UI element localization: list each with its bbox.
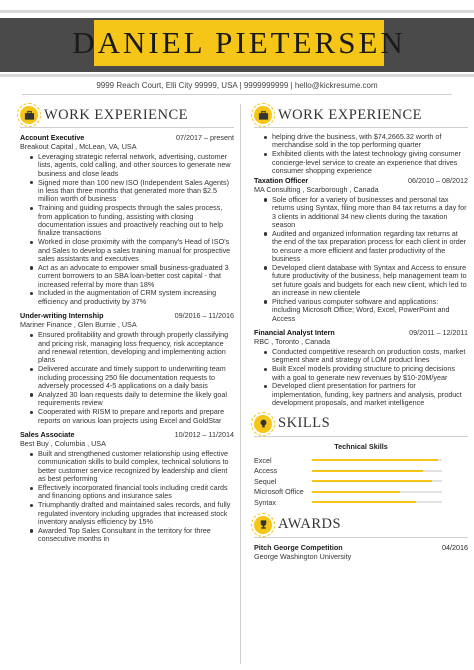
header-stripe-top bbox=[0, 10, 474, 13]
job-title: Account Executive bbox=[20, 133, 85, 142]
skill-name: Access bbox=[254, 466, 278, 476]
skill-level-fill bbox=[312, 491, 400, 493]
job-header bbox=[20, 311, 234, 320]
section-title: AWARDS bbox=[278, 516, 342, 533]
job-entry bbox=[254, 176, 468, 323]
left-column bbox=[20, 104, 234, 549]
skill-bar bbox=[312, 459, 442, 461]
bullet-item: Included in the augmentation of CRM system increasing efficiency and productivity by 37% bbox=[38, 289, 234, 306]
bullet-item: Built Excel models providing structure to pricing decisions with a goal to generate new revenues by $10-20M/year bbox=[272, 365, 468, 382]
job-date: 06/2010 – 08/2012 bbox=[408, 175, 468, 185]
job-company: RBC , Toronto , Canada bbox=[254, 337, 331, 347]
job-header bbox=[254, 176, 468, 185]
skill-bar bbox=[312, 501, 442, 503]
briefcase-icon bbox=[254, 106, 272, 124]
bullet-item: Worked in close proximity with the company's Head of ISO's and Sales to develop a sales training manual for prospective sales assistants and executives bbox=[38, 238, 234, 263]
job-entry bbox=[20, 133, 234, 306]
header-rule bbox=[22, 94, 452, 95]
bullet-item: Triumphantly drafted and maintained sales records, and fully regulated inventory including upgrades that increased stock inventory analysis efficiency by 15% bbox=[38, 501, 234, 526]
skill-bar bbox=[312, 470, 442, 472]
job-bullets bbox=[254, 348, 468, 408]
skill-row bbox=[254, 486, 468, 497]
job-bullets bbox=[20, 331, 234, 425]
briefcase-icon bbox=[20, 106, 38, 124]
bullet-item: Built and strengthened customer relationship using effective communication skills to build complex, technical solutions to better customer service recognized by leadership and client as best performing bbox=[38, 450, 234, 484]
lightbulb-icon bbox=[254, 415, 272, 433]
bullet-item: Ensured profitability and growth through properly classifying and pricing risk, managing loss frequency, risk acceptance and renewal retention, developing and implementing action plans bbox=[38, 331, 234, 365]
skill-level-fill bbox=[312, 480, 432, 482]
skill-bar bbox=[312, 480, 442, 482]
section-rule bbox=[254, 436, 468, 437]
job-title: Financial Analyst Intern bbox=[254, 328, 335, 338]
awards-heading bbox=[254, 514, 468, 536]
header-stripe-bottom bbox=[0, 74, 474, 77]
skill-name: Sequel bbox=[254, 476, 277, 486]
job-entry bbox=[20, 311, 234, 425]
section-rule bbox=[20, 127, 234, 128]
right-column bbox=[254, 104, 468, 561]
award-date: 04/2016 bbox=[442, 542, 468, 552]
job-date: 07/2017 – present bbox=[176, 133, 234, 142]
skill-row bbox=[254, 465, 468, 476]
work-experience-heading-continued bbox=[254, 104, 468, 126]
section-title: WORK EXPERIENCE bbox=[44, 106, 189, 123]
skill-name: Microsoft Office bbox=[254, 487, 304, 497]
bullet-item: Training and guiding prospects through the sales process, from application to funding, assisting with closing documentation issues and proactively reaching out to help finalize transactions bbox=[38, 204, 234, 238]
skill-level-fill bbox=[312, 501, 416, 503]
job-entry bbox=[20, 430, 234, 544]
bullet-item: Delivered accurate and timely support to underwriting team including processing 250 file documentation requests to adversely processed 4-5 applications on a daily basis bbox=[38, 365, 234, 390]
continued-bullet-list bbox=[254, 133, 468, 175]
section-rule bbox=[254, 127, 468, 128]
contact-line: 9999 Reach Court, Elli City 99999, USA | 9999999999 | hello@kickresume.com bbox=[96, 81, 378, 90]
job-date: 10/2012 – 11/2014 bbox=[174, 429, 234, 439]
job-title: Under-writing Internship bbox=[20, 311, 104, 321]
skill-level-fill bbox=[312, 459, 438, 461]
section-title: WORK EXPERIENCE bbox=[278, 106, 423, 123]
award-title: Pitch George Competition bbox=[254, 542, 343, 552]
job-company: Best Buy , Columbia , USA bbox=[20, 438, 106, 448]
skill-row bbox=[254, 455, 468, 466]
bullet-item: Cooperated with RISM to prepare and reports and prepare reports on various loan projects using Excel and GoldStar bbox=[38, 408, 234, 425]
job-header bbox=[254, 328, 468, 337]
left-job-list bbox=[20, 133, 234, 544]
award-header bbox=[254, 543, 468, 552]
name-box bbox=[72, 20, 406, 66]
section-title: SKILLS bbox=[278, 415, 331, 432]
bullet-item: Effectively incorporated financial tools including credit cards and financing options and insurance sales bbox=[38, 484, 234, 501]
job-date: 09/2016 – 11/2016 bbox=[174, 311, 234, 321]
job-bullets bbox=[254, 196, 468, 323]
bullet-item: Act as an advocate to empower small business-graduated 3 current borrowers to an SBA loan-better cost capital - that increased referral by more than 18% bbox=[38, 264, 234, 289]
bullet-item: Audited and organized information regarding tax returns at the end of the tax preparation process for each client in order to ensure a more efficient and faster productivity of the business bbox=[272, 228, 467, 264]
bullet-item: Developed client database with Syntax and Access to ensure future productivity of the business, help management team to set future goals and budgets for each new client, which led to an increase in new clientele bbox=[272, 262, 467, 298]
bullet-item: Sole officer for a variety of businesses and personal tax returns using Syntax, filing more than 84 tax returns a day for 3 clients in additional 34 new clients during the taxation season bbox=[272, 194, 467, 230]
job-date: 09/2011 – 12/2011 bbox=[409, 328, 468, 338]
bullet-item: helping drive the business, with $74,2665.32 worth of merchandise sold in the top performing quarter bbox=[272, 133, 468, 150]
job-company: Mariner Finance , Glen Burnie , USA bbox=[20, 320, 137, 330]
job-company: MA Consulting , Scarborough , Canada bbox=[254, 184, 379, 194]
bullet-item: Signed more than 100 new ISO (Independent Sales Agents) in less than three months that generated more than $2.5 million worth of business bbox=[38, 179, 234, 204]
skills-subtitle: Technical Skills bbox=[334, 441, 388, 451]
skills-list bbox=[254, 455, 468, 508]
job-bullets bbox=[20, 153, 234, 306]
work-experience-heading bbox=[20, 104, 234, 126]
job-title: Taxation Officer bbox=[254, 175, 309, 185]
bullet-item: Exhibited clients with the latest technology giving consumer concierge-level service to create an experience that drives consumer shopping experience bbox=[272, 150, 468, 175]
job-entry bbox=[254, 328, 468, 408]
awards-list bbox=[254, 543, 468, 561]
job-company: Breakout Capital , McLean, VA, USA bbox=[20, 142, 137, 151]
job-header bbox=[20, 133, 234, 142]
skill-name: Excel bbox=[254, 455, 272, 465]
trophy-icon bbox=[254, 516, 272, 534]
column-divider bbox=[240, 104, 241, 664]
job-bullets bbox=[20, 450, 234, 544]
job-title: Sales Associate bbox=[20, 429, 75, 439]
skill-name: Syntax bbox=[254, 497, 276, 507]
skill-level-fill bbox=[312, 470, 423, 472]
award-org: George Washington University bbox=[254, 551, 352, 561]
bullet-item: Developed client presentation for partners for implementation, funding, key partners and analysis, product development proposals, and market intelligence bbox=[272, 382, 468, 407]
bullet-item: Awarded Top Sales Consultant in the territory for three consecutive months in bbox=[38, 527, 234, 544]
right-job-list bbox=[254, 176, 468, 408]
bullet-item: Analyzed 30 loan requests daily to determine the likely goal requirements review bbox=[38, 391, 234, 408]
skill-row bbox=[254, 497, 468, 508]
bullet-item: Conducted competitive research on production costs, market segment share and strategy of LOM product lines bbox=[272, 348, 468, 365]
bullet-item: Leveraging strategic referral network, advertising, customer lists, agents, cold calling, and other sources to generate new business and close leads bbox=[38, 153, 234, 178]
candidate-name: DANIEL PIETERSEN bbox=[72, 25, 406, 60]
skill-row bbox=[254, 476, 468, 487]
skill-bar bbox=[312, 491, 442, 493]
job-header bbox=[20, 430, 234, 439]
section-rule bbox=[254, 537, 468, 538]
bullet-item: Pitched various computer software and applications: including Microsoft Office; Word, Excel, PowerPoint and Access bbox=[272, 298, 468, 323]
skills-heading bbox=[254, 413, 468, 435]
